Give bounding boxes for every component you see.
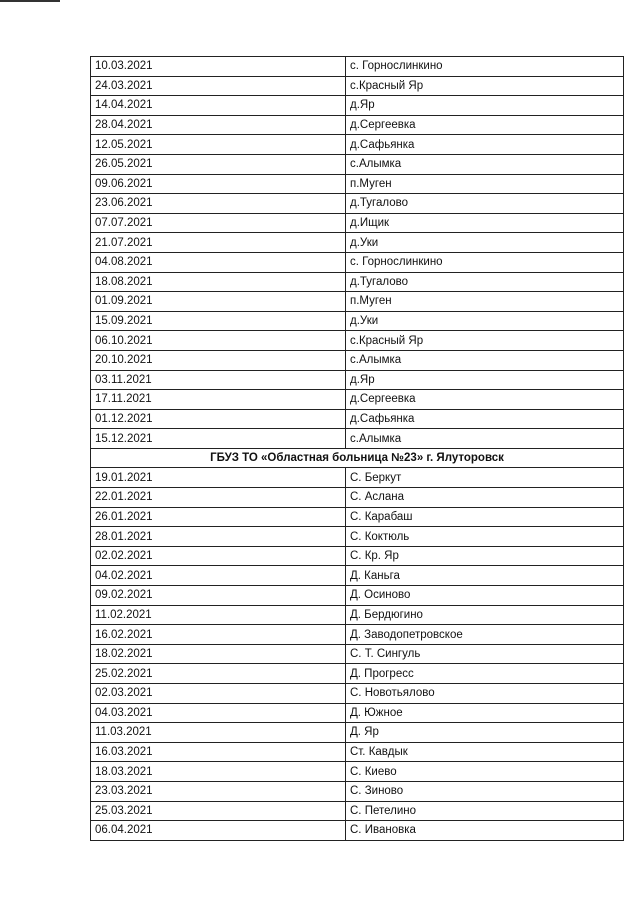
table-row <box>91 605 624 625</box>
place-cell: с.Красный Яр <box>346 331 624 351</box>
place-cell: д.Уки <box>346 311 624 331</box>
date-cell: 02.03.2021 <box>91 684 346 704</box>
place-cell: С. Коктюль <box>346 527 624 547</box>
table-row <box>91 96 624 116</box>
place-cell: с. Горнослинкино <box>346 57 624 77</box>
table-row <box>91 703 624 723</box>
date-cell: 04.02.2021 <box>91 566 346 586</box>
date-cell: 18.08.2021 <box>91 272 346 292</box>
date-cell: 09.06.2021 <box>91 174 346 194</box>
date-cell: 16.03.2021 <box>91 742 346 762</box>
table-row <box>91 762 624 782</box>
date-cell: 25.03.2021 <box>91 801 346 821</box>
place-cell: Д. Яр <box>346 723 624 743</box>
table-row <box>91 742 624 762</box>
table-row <box>91 429 624 449</box>
date-cell: 12.05.2021 <box>91 135 346 155</box>
place-cell: Ст. Кавдык <box>346 742 624 762</box>
date-cell: 14.04.2021 <box>91 96 346 116</box>
table-row <box>91 76 624 96</box>
place-cell: Д. Бердюгино <box>346 605 624 625</box>
table-row <box>91 115 624 135</box>
date-cell: 24.03.2021 <box>91 76 346 96</box>
table-row <box>91 507 624 527</box>
date-cell: 03.11.2021 <box>91 370 346 390</box>
section-heading: ГБУЗ ТО «Областная больница №23» г. Ялуторовск <box>91 448 624 468</box>
date-cell: 23.03.2021 <box>91 781 346 801</box>
date-cell: 21.07.2021 <box>91 233 346 253</box>
date-cell: 09.02.2021 <box>91 586 346 606</box>
place-cell: д.Сергеевка <box>346 115 624 135</box>
date-cell: 25.02.2021 <box>91 664 346 684</box>
place-cell: д.Тугалово <box>346 194 624 214</box>
place-cell: Д. Прогресс <box>346 664 624 684</box>
place-cell: д.Тугалово <box>346 272 624 292</box>
date-cell: 01.09.2021 <box>91 292 346 312</box>
date-cell: 10.03.2021 <box>91 57 346 77</box>
table-row <box>91 625 624 645</box>
table-row <box>91 409 624 429</box>
date-cell: 07.07.2021 <box>91 213 346 233</box>
place-cell: д.Ищик <box>346 213 624 233</box>
place-cell: С. Киево <box>346 762 624 782</box>
table-row <box>91 174 624 194</box>
date-cell: 28.04.2021 <box>91 115 346 135</box>
schedule-table <box>90 56 624 841</box>
date-cell: 04.08.2021 <box>91 252 346 272</box>
place-cell: п.Муген <box>346 292 624 312</box>
date-cell: 26.01.2021 <box>91 507 346 527</box>
date-cell: 04.03.2021 <box>91 703 346 723</box>
table-row <box>91 527 624 547</box>
date-cell: 02.02.2021 <box>91 546 346 566</box>
table-row <box>91 311 624 331</box>
place-cell: д.Яр <box>346 370 624 390</box>
date-cell: 11.02.2021 <box>91 605 346 625</box>
date-cell: 26.05.2021 <box>91 154 346 174</box>
table-row <box>91 781 624 801</box>
place-cell: Д. Каньга <box>346 566 624 586</box>
place-cell: д.Яр <box>346 96 624 116</box>
place-cell: д.Уки <box>346 233 624 253</box>
table-row <box>91 644 624 664</box>
place-cell: С. Карабаш <box>346 507 624 527</box>
place-cell: д.Сафьянка <box>346 409 624 429</box>
place-cell: Д. Заводопетровское <box>346 625 624 645</box>
section-heading-row <box>91 448 624 468</box>
place-cell: С. Петелино <box>346 801 624 821</box>
table-row <box>91 331 624 351</box>
table-row <box>91 801 624 821</box>
date-cell: 17.11.2021 <box>91 390 346 410</box>
table-row <box>91 586 624 606</box>
table-row <box>91 213 624 233</box>
table-row <box>91 664 624 684</box>
table-row <box>91 821 624 841</box>
date-cell: 20.10.2021 <box>91 350 346 370</box>
table-row <box>91 566 624 586</box>
date-cell: 16.02.2021 <box>91 625 346 645</box>
table-row <box>91 488 624 508</box>
place-cell: д.Сафьянка <box>346 135 624 155</box>
place-cell: С. Т. Сингуль <box>346 644 624 664</box>
table-row <box>91 390 624 410</box>
table-row <box>91 233 624 253</box>
date-cell: 01.12.2021 <box>91 409 346 429</box>
table-row <box>91 370 624 390</box>
table-row <box>91 57 624 77</box>
table-row <box>91 546 624 566</box>
date-cell: 19.01.2021 <box>91 468 346 488</box>
date-cell: 15.12.2021 <box>91 429 346 449</box>
date-cell: 06.10.2021 <box>91 331 346 351</box>
place-cell: п.Муген <box>346 174 624 194</box>
table-row <box>91 194 624 214</box>
date-cell: 11.03.2021 <box>91 723 346 743</box>
date-cell: 22.01.2021 <box>91 488 346 508</box>
place-cell: д.Сергеевка <box>346 390 624 410</box>
place-cell: с.Алымка <box>346 350 624 370</box>
date-cell: 18.03.2021 <box>91 762 346 782</box>
date-cell: 18.02.2021 <box>91 644 346 664</box>
place-cell: С. Беркут <box>346 468 624 488</box>
place-cell: С. Ивановка <box>346 821 624 841</box>
place-cell: С. Новотьялово <box>346 684 624 704</box>
date-cell: 15.09.2021 <box>91 311 346 331</box>
date-cell: 23.06.2021 <box>91 194 346 214</box>
schedule-table-body <box>91 57 624 841</box>
place-cell: Д. Осиново <box>346 586 624 606</box>
place-cell: С. Аслана <box>346 488 624 508</box>
place-cell: с.Алымка <box>346 429 624 449</box>
place-cell: С. Кр. Яр <box>346 546 624 566</box>
table-row <box>91 350 624 370</box>
page-corner-mark <box>0 0 60 2</box>
table-row <box>91 292 624 312</box>
date-cell: 28.01.2021 <box>91 527 346 547</box>
table-row <box>91 252 624 272</box>
place-cell: Д. Южное <box>346 703 624 723</box>
table-row <box>91 468 624 488</box>
date-cell: 06.04.2021 <box>91 821 346 841</box>
table-row <box>91 154 624 174</box>
place-cell: с. Горнослинкино <box>346 252 624 272</box>
place-cell: с.Красный Яр <box>346 76 624 96</box>
table-row <box>91 135 624 155</box>
table-row <box>91 684 624 704</box>
table-row <box>91 272 624 292</box>
table-row <box>91 723 624 743</box>
place-cell: с.Алымка <box>346 154 624 174</box>
place-cell: С. Зиново <box>346 781 624 801</box>
